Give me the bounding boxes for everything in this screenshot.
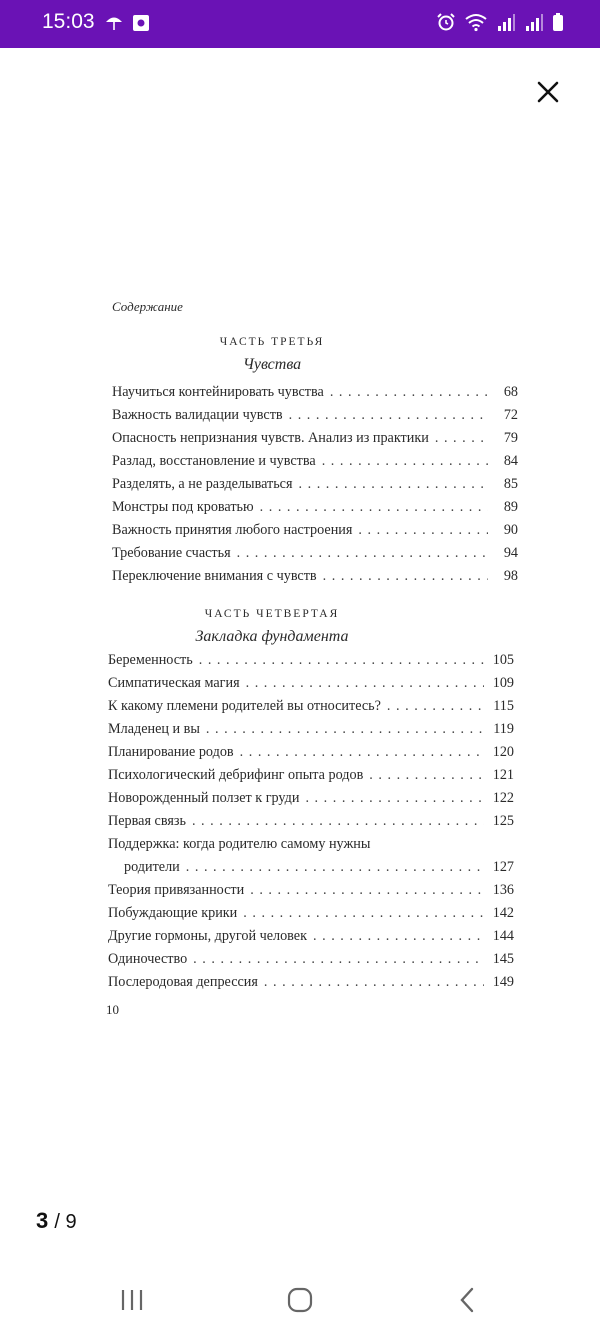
- toc-entry-title: Психологический дебрифинг опыта родов: [108, 767, 364, 783]
- toc-entry-title: К какому племени родителей вы относитесь?: [108, 698, 381, 714]
- current-page: 3: [36, 1208, 49, 1233]
- toc-entry-title: Послеродовая депрессия: [108, 974, 258, 990]
- page-number: 10: [106, 1002, 119, 1017]
- toc-entry-title: Разделять, а не разделываться: [112, 476, 293, 492]
- total-pages: / 9: [54, 1211, 77, 1233]
- toc-entry-page: 144: [492, 928, 514, 944]
- toc-entry-page: 89: [503, 499, 518, 515]
- toc-list-part-3: [112, 384, 518, 591]
- toc-entry: [108, 882, 514, 905]
- toc-entry-title: Первая связь: [108, 813, 186, 829]
- toc-entry-page: 115: [493, 698, 514, 714]
- document-page[interactable]: [62, 280, 542, 1040]
- toc-entry: [112, 407, 518, 430]
- toc-entry-title: Важность валидации чувств: [112, 407, 283, 423]
- toc-entry-page: 98: [503, 568, 518, 584]
- toc-entry: [108, 698, 514, 721]
- back-button[interactable]: [448, 1284, 488, 1316]
- toc-entry: [108, 836, 514, 882]
- signal-icon: [496, 12, 516, 37]
- toc-list-part-4: [108, 652, 514, 997]
- toc-entry-page: 90: [503, 522, 518, 538]
- toc-entry: [112, 453, 518, 476]
- toc-entry-page: 109: [492, 675, 514, 691]
- close-button[interactable]: [528, 72, 568, 112]
- toc-entry-title: Поддержка: когда родителю самому нужны: [108, 836, 371, 852]
- toc-entry-title: Симпатическая магия: [108, 675, 240, 691]
- toc-entry: [112, 384, 518, 407]
- toc-entry-page: 149: [492, 974, 514, 990]
- toc-entry-page: 121: [492, 767, 514, 783]
- toc-entry-page: 136: [492, 882, 514, 898]
- toc-entry-title: Разлад, восстановление и чувства: [112, 453, 316, 469]
- battery-icon: [552, 12, 564, 37]
- toc-entry-page: 68: [503, 384, 518, 400]
- toc-entry: [108, 813, 514, 836]
- toc-entry-page: 119: [493, 721, 514, 737]
- toc-entry-title: Другие гормоны, другой человек: [108, 928, 307, 944]
- toc-entry: [108, 744, 514, 767]
- alarm-icon: [436, 12, 456, 37]
- toc-entry: [112, 568, 518, 591]
- signal-icon-2: [524, 12, 544, 37]
- part-label: ЧАСТЬ ЧЕТВЕРТАЯ: [204, 608, 340, 620]
- toc-entry: [108, 928, 514, 951]
- toc-entry: [108, 905, 514, 928]
- toc-entry: [108, 790, 514, 813]
- toc-entry-title: Научиться контейнировать чувства: [112, 384, 324, 400]
- toc-entry-title: Планирование родов: [108, 744, 234, 760]
- home-icon: [287, 1287, 313, 1313]
- page-indicator: [36, 1208, 77, 1234]
- part-label: ЧАСТЬ ТРЕТЬЯ: [219, 336, 325, 348]
- umbrella-icon: [104, 13, 124, 38]
- toc-entry-page: 122: [492, 790, 514, 806]
- toc-entry-page: 125: [492, 813, 514, 829]
- toc-entry: [112, 476, 518, 499]
- toc-entry-page: 85: [503, 476, 518, 492]
- toc-entry-title-cont: родители: [124, 859, 180, 875]
- home-button[interactable]: [280, 1284, 320, 1316]
- toc-entry-page: 120: [492, 744, 514, 760]
- toc-entry: [108, 652, 514, 675]
- toc-entry-title: Важность принятия любого настроения: [112, 522, 353, 538]
- toc-entry-page: 84: [503, 453, 518, 469]
- toc-entry-title: Теория привязанности: [108, 882, 245, 898]
- toc-entry-page: 72: [503, 407, 518, 423]
- toc-entry: [108, 675, 514, 698]
- part-title: Чувства: [242, 356, 302, 373]
- toc-entry-title: Требование счастья: [112, 545, 231, 561]
- toc-entry: [108, 951, 514, 974]
- toc-entry-page: 79: [503, 430, 518, 446]
- toc-entry-title: Младенец и вы: [108, 721, 200, 737]
- media-icon: [132, 13, 150, 38]
- toc-entry: [112, 545, 518, 568]
- toc-entry-title: Переключение внимания с чувств: [112, 568, 317, 584]
- recent-apps-icon: [119, 1288, 145, 1312]
- part-title: Закладка фундамента: [195, 628, 349, 645]
- toc-entry-title: Новорожденный ползет к груди: [108, 790, 300, 806]
- running-head: Содержание: [112, 299, 183, 314]
- toc-entry-title: Опасность непризнания чувств. Анализ из практики: [112, 430, 429, 446]
- recent-apps-button[interactable]: [112, 1284, 152, 1316]
- toc-entry-title: Побуждающие крики: [108, 905, 238, 921]
- toc-entry-page: 127: [492, 859, 514, 875]
- toc-entry-title: Монстры под кроватью: [112, 499, 254, 515]
- toc-entry-page: 145: [492, 951, 514, 967]
- toc-entry: [108, 767, 514, 790]
- toc-entry: [108, 721, 514, 744]
- toc-entry: [112, 499, 518, 522]
- toc-entry-title: Беременность: [108, 652, 193, 668]
- toc-entry-title: Одиночество: [108, 951, 188, 967]
- wifi-icon: [464, 12, 488, 37]
- status-time: 15:03: [42, 10, 95, 33]
- status-bar: [0, 0, 600, 48]
- navigation-bar: [0, 1268, 600, 1332]
- back-icon: [458, 1287, 478, 1313]
- close-icon: [536, 80, 560, 104]
- toc-entry: [112, 430, 518, 453]
- toc-entry-page: 142: [492, 905, 514, 921]
- toc-entry-page: 94: [503, 545, 518, 561]
- toc-entry: [112, 522, 518, 545]
- toc-entry: [108, 974, 514, 997]
- toc-entry-page: 105: [492, 652, 514, 668]
